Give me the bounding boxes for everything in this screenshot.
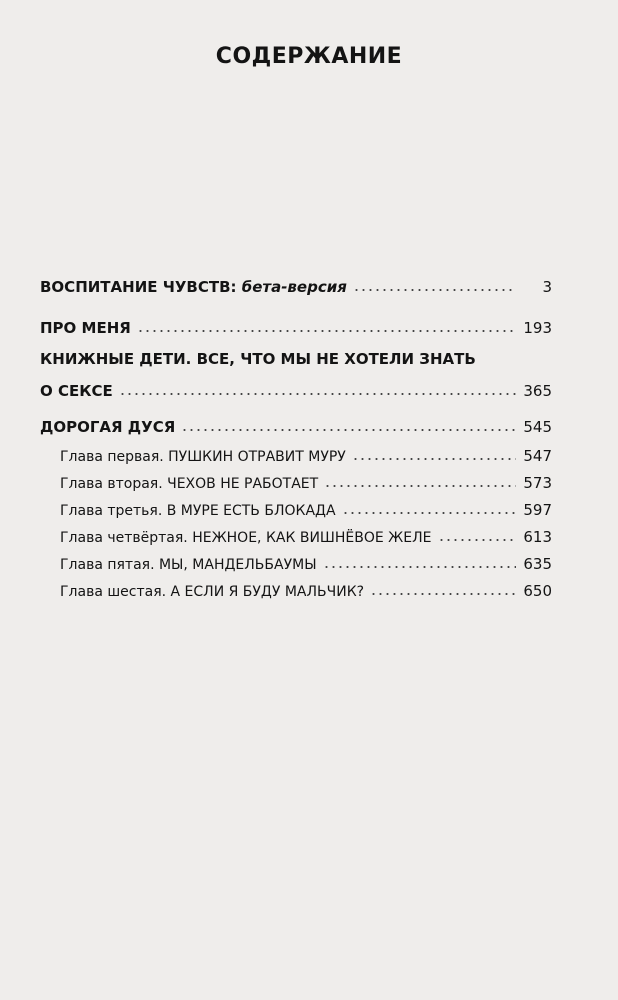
toc-chapter-label: Глава первая. ПУШКИН ОТРАВИТ МУРУ xyxy=(60,449,346,465)
toc-chapter-1 xyxy=(60,441,552,465)
toc-chapter-label: Глава пятая. МЫ, МАНДЕЛЬБАУМЫ xyxy=(60,557,317,573)
dot-leader xyxy=(353,289,516,291)
toc-entry-label: ВОСПИТАНИЕ ЧУВСТВ: бета-версия xyxy=(40,278,347,296)
toc-page-number: 365 xyxy=(523,382,552,400)
dot-leader xyxy=(119,393,516,395)
dot-leader xyxy=(324,485,516,487)
dot-leader xyxy=(181,429,516,431)
toc-page-number: 193 xyxy=(523,319,552,337)
dot-leader xyxy=(438,539,517,541)
toc-chapter-2 xyxy=(60,468,552,492)
toc-page-number: 597 xyxy=(523,501,552,519)
dot-leader xyxy=(137,330,516,332)
toc-page-number: 545 xyxy=(523,418,552,436)
toc-entry-label: ДОРОГАЯ ДУСЯ xyxy=(40,418,176,436)
toc-page-number: 573 xyxy=(523,474,552,492)
toc-chapter-label: Глава шестая. А ЕСЛИ Я БУДУ МАЛЬЧИК? xyxy=(60,584,365,600)
toc-entry-label: ПРО МЕНЯ xyxy=(40,319,131,337)
toc-page-number: 635 xyxy=(523,555,552,573)
dot-leader xyxy=(352,458,516,460)
dot-leader xyxy=(342,512,516,514)
toc-entry-knizhnye-deti-line1: КНИЖНЫЕ ДЕТИ. ВСЕ, ЧТО МЫ НЕ ХОТЕЛИ ЗНАТЬ xyxy=(40,350,476,368)
dot-leader xyxy=(370,593,516,595)
toc-entry-label: О СЕКСЕ xyxy=(40,382,113,400)
toc-chapter-6 xyxy=(60,576,552,600)
toc-page-number: 547 xyxy=(523,447,552,465)
toc-chapter-3 xyxy=(60,495,552,519)
toc-chapter-label: Глава вторая. ЧЕХОВ НЕ РАБОТАЕТ xyxy=(60,476,319,492)
toc-chapter-5 xyxy=(60,549,552,573)
toc-page-number: 650 xyxy=(523,582,552,600)
toc-entry-dorogaya-dusya xyxy=(40,412,552,436)
toc-entry-pro-menya xyxy=(40,313,552,337)
toc-chapter-label: Глава третья. В МУРЕ ЕСТЬ БЛОКАДА xyxy=(60,503,336,519)
dot-leader xyxy=(323,566,516,568)
toc-entry-vospitanie xyxy=(40,272,552,296)
toc-page-number: 613 xyxy=(523,528,552,546)
page-title: СОДЕРЖАНИЕ xyxy=(215,44,403,69)
toc-chapter-4 xyxy=(60,522,552,546)
toc-chapter-label: Глава четвёртая. НЕЖНОЕ, КАК ВИШНЁВОЕ ЖЕЛЕ xyxy=(60,530,432,546)
toc-page-number: 3 xyxy=(542,278,552,296)
toc-entry-knizhnye-deti xyxy=(40,376,552,400)
